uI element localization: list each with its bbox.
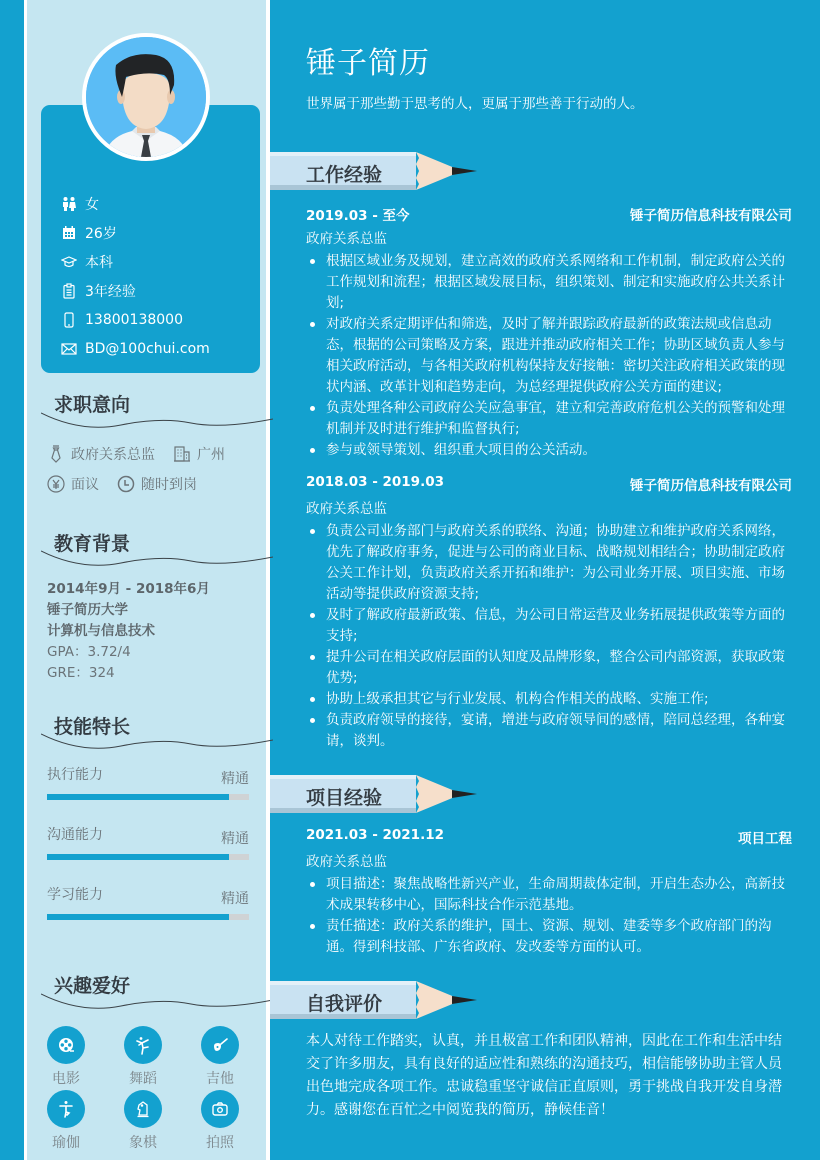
clipboard-icon (61, 283, 77, 299)
info-experience: 3年经验 (61, 276, 210, 305)
calendar-icon (61, 225, 77, 241)
wave-divider (41, 728, 273, 754)
job-bullet: 负责处理各种公司政府公关应急事宜，建立和完善政府危机公关的预警和处理机制并及时进行维护和监督执行; (306, 398, 792, 440)
skill-bar-fill (47, 794, 229, 800)
section-header-self-eval (270, 981, 480, 1021)
film-reel-icon (56, 1035, 76, 1055)
phone-icon (61, 312, 77, 328)
education-major: 计算机与信息技术 (47, 623, 155, 639)
projects-title: 项目经验 (306, 787, 383, 809)
job-bullets (306, 251, 792, 461)
skill-level: 精通 (221, 771, 249, 787)
job-bullet: 根据区域业务及规划，建立高效的政府关系网络和工作机制，制定政府公关的工作规划和流程；根据区域发展目标，组织策划、制定和实施政府公共关系计划; (306, 251, 792, 314)
job-bullet: 协助上级承担其它与行业发展、机构合作相关的战略、实施工作; (306, 689, 792, 710)
work-title: 工作经验 (306, 164, 383, 186)
education-period: 2014年9月 - 2018年6月 (47, 581, 210, 597)
hobby-item: 舞蹈 (124, 1026, 162, 1088)
job-role: 政府关系总监 (306, 501, 387, 517)
job-period: 2018.03 - 2019.03 (306, 474, 444, 490)
intent-availability: 随时到岗 (117, 474, 197, 494)
job-bullet: 负责政府领导的接待，宴请，增进与政府领导间的感情，陪同总经理，各种宴请，谈判。 (306, 710, 792, 752)
avatar (82, 33, 210, 161)
section-header-work (270, 152, 480, 192)
job-bullet: 对政府关系定期评估和筛选，及时了解并跟踪政府最新的政策法规或信息动态，根据的公司策略及方案，跟进并推动政府相关工作；协助区域负责人参与相关政府活动，与各相关政府机构保持友好接触：密切关注政府相关政策的现状内涵、改革计划和趋势走向，为总经理提供政府公关方面的建议; (306, 314, 792, 398)
motto: 世界属于那些勤于思考的人，更属于那些善于行动的人。 (306, 96, 644, 112)
job-bullet: 负责公司业务部门与政府关系的联络、沟通；协助建立和维护政府关系网络，优先了解政府事务，促进与公司的商业目标、战略规划相结合；协助制定政府公关工作计划，负责政府关系开拓和维护：为公司业务开展、项目实施、市场活动等提供政府资源支持; (306, 521, 792, 605)
intent-salary: 面议 (47, 474, 99, 494)
info-degree: 本科 (61, 247, 210, 276)
intent-city: 广州 (173, 444, 225, 464)
dancer-icon (133, 1035, 153, 1055)
graduation-cap-icon (61, 254, 77, 270)
male-avatar-icon (86, 37, 206, 157)
wave-divider (41, 407, 273, 433)
project-bullet: 责任描述：政府关系的维护，国土、资源、规划、建委等多个政府部门的沟通。得到科技部、广东省政府、发改委等方面的认可。 (306, 916, 792, 958)
job-company: 锤子简历信息科技有限公司 (630, 208, 792, 224)
info-email: BD@100chui.com (61, 334, 210, 363)
hobby-item: 吉他 (201, 1026, 239, 1088)
skill-item (47, 824, 249, 860)
intent-row-1 (47, 444, 243, 464)
skill-bar (47, 794, 249, 800)
hobbies-grid (47, 1026, 257, 1152)
intent-title: 求职意向 (54, 394, 131, 416)
skill-level: 精通 (221, 891, 249, 907)
skill-bar (47, 854, 249, 860)
project-bullets (306, 874, 792, 958)
mail-icon (61, 341, 77, 357)
job-entry (306, 204, 792, 461)
camera-icon (210, 1099, 230, 1119)
job-bullet: 提升公司在相关政府层面的认知度及品牌形象，整合公司内部资源，获取政策优势; (306, 647, 792, 689)
education-school: 锤子简历大学 (47, 602, 128, 618)
skill-bar-fill (47, 854, 229, 860)
project-bullet: 项目描述：聚焦战略性新兴产业，生命周期裁体定制，开启生态办公，高新技术成果转移中心，国际科技合作示范基地。 (306, 874, 792, 916)
wave-divider (41, 988, 273, 1014)
job-entry (306, 474, 792, 752)
hobby-item: 电影 (47, 1026, 85, 1088)
info-phone: 13800138000 (61, 305, 210, 334)
section-header-projects (270, 775, 480, 815)
clock-icon (117, 475, 135, 493)
gender-icon (61, 196, 77, 212)
project-entry (306, 827, 792, 958)
job-bullet: 及时了解政府最新政策、信息，为公司日常运营及业务拓展提供政策等方面的支持; (306, 605, 792, 647)
skills-title: 技能特长 (54, 716, 131, 738)
wave-divider (41, 545, 273, 571)
project-name: 项目工程 (738, 831, 792, 847)
hobby-item: 象棋 (124, 1090, 162, 1152)
skill-item (47, 884, 249, 920)
personal-info-list (61, 189, 210, 363)
yoga-icon (56, 1099, 76, 1119)
project-role: 政府关系总监 (306, 854, 387, 870)
hobby-item: 拍照 (201, 1090, 239, 1152)
self-eval-text: 本人对待工作踏实，认真，并且极富工作和团队精神，因此在工作和生活中结交了许多朋友，具有良好的适应性和熟练的沟通技巧，相信能够协助主管人员出色地完成各项工作。忠诚稳重坚守诚信正直原则，勇于挑战自我开发自身潜力。感谢您在百忙之中阅览我的简历，静候佳音！ (306, 1033, 782, 1118)
skill-name: 学习能力 (47, 887, 103, 903)
resume-title: 锤子简历 (306, 46, 430, 81)
info-age: 26岁 (61, 218, 210, 247)
skill-bar-fill (47, 914, 229, 920)
job-period: 2019.03 - 至今 (306, 208, 410, 224)
building-icon (173, 445, 191, 463)
tie-icon (47, 445, 65, 463)
main-content (270, 0, 820, 1160)
sidebar (24, 0, 270, 1160)
skill-bar (47, 914, 249, 920)
job-company: 锤子简历信息科技有限公司 (630, 478, 792, 494)
skill-name: 沟通能力 (47, 827, 103, 843)
intent-row-2 (47, 474, 215, 494)
info-gender: 女 (61, 189, 210, 218)
project-period: 2021.03 - 2021.12 (306, 827, 444, 843)
self-eval-title: 自我评价 (306, 993, 383, 1015)
chess-knight-icon (133, 1099, 153, 1119)
skill-level: 精通 (221, 831, 249, 847)
skill-item (47, 764, 249, 800)
hobby-item: 瑜伽 (47, 1090, 85, 1152)
hobbies-title: 兴趣爱好 (54, 975, 131, 997)
intent-position: 政府关系总监 (47, 444, 155, 464)
job-bullet: 参与或领导策划、组织重大项目的公关活动。 (306, 440, 792, 461)
job-role: 政府关系总监 (306, 231, 387, 247)
job-bullets (306, 521, 792, 752)
education-block (47, 579, 210, 684)
education-gpa: GPA：3.72/4 (47, 644, 131, 660)
yen-icon (47, 475, 65, 493)
education-gre: GRE：324 (47, 665, 115, 681)
education-title: 教育背景 (54, 533, 131, 555)
guitar-icon (210, 1035, 230, 1055)
skill-name: 执行能力 (47, 767, 103, 783)
